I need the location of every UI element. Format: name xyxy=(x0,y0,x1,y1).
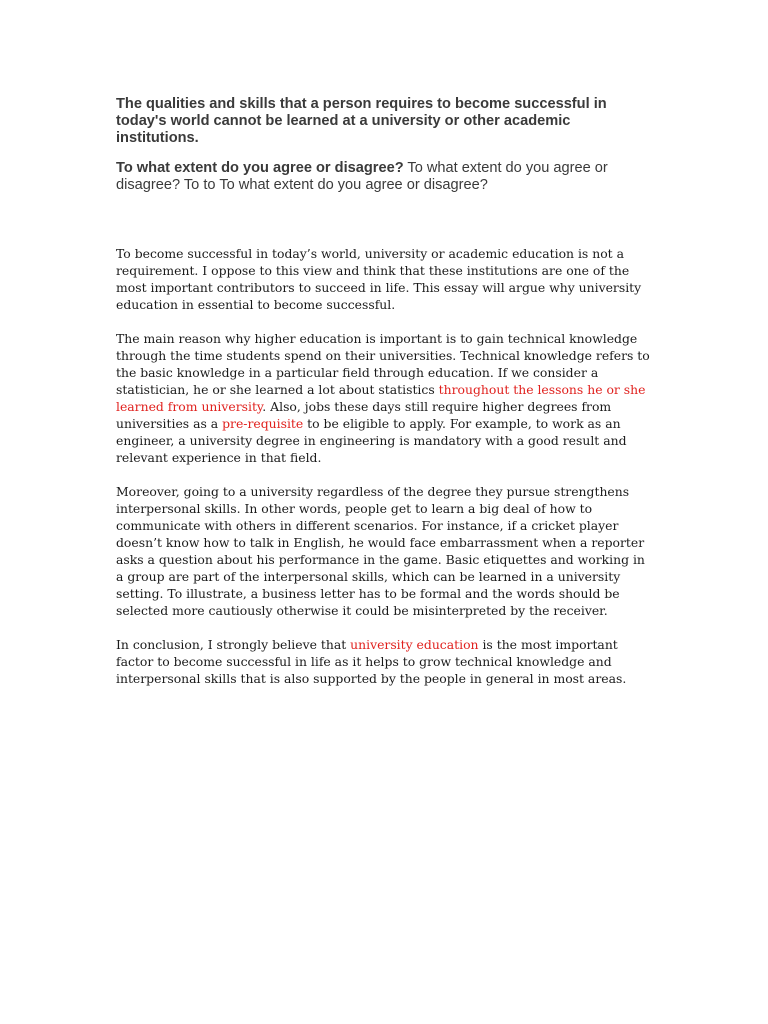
text-segment: to be eligible to apply. For example, to work as an engineer, a university degree in engineering is mandatory with a good result and relevant experience in that field. xyxy=(116,416,627,465)
essay-page xyxy=(116,96,656,704)
essay-paragraph-interpersonal-skills: Moreover, going to a university regardless of the degree they pursue strengthens interpersonal skills. In other words, people get to learn a big deal of how to communicate with others in different scenarios. For instance, if a cricket player doesn’t know how to talk in English, he would face embarrassment when a reporter asks a question about his performance in the game. Basic etiquettes and working in a group are part of the interpersonal skills, which can be learned in a university setting. To illustrate, a business letter has to be formal and the words should be selected more cautiously otherwise it could be misinterpreted by the receiver. xyxy=(116,484,645,618)
prompt-question-bold: To what extent do you agree or disagree? xyxy=(116,160,404,176)
essay-paragraph-technical-knowledge xyxy=(116,330,656,466)
essay-paragraph-conclusion xyxy=(116,636,656,687)
prompt-question xyxy=(116,160,656,194)
prompt-title: The qualities and skills that a person requires to become successful in today's world cannot be learned at a university or other academic institutions. xyxy=(116,96,607,146)
highlighted-phrase: pre-requisite xyxy=(222,416,304,431)
text-segment: is the most important factor to become successful in life as it helps to grow technical knowledge and interpersonal skills that is also supported by the people in general in most areas. xyxy=(116,637,627,686)
essay-body xyxy=(116,245,656,687)
essay-paragraph-intro: To become successful in today’s world, university or academic education is not a requirement. I oppose to this view and think that these institutions are one of the most important contributors to succeed in life. This essay will argue why university education in essential to become successful. xyxy=(116,246,642,312)
text-segment: The main reason why higher education is important is to gain technical knowledge through the time students spend on their universities. Technical knowledge refers to the basic knowledge in a particular field through education. If we consider a statistician, he or she learned a lot about statistics xyxy=(116,331,650,397)
prompt-question-rest: To what extent do you agree or disagree? To to To what extent do you agree or disagree? xyxy=(116,160,608,193)
text-segment: In conclusion, I strongly believe that xyxy=(116,637,351,652)
highlighted-phrase: university education xyxy=(350,637,479,652)
text-segment: . Also, jobs these days still require higher degrees from universities as a xyxy=(116,399,612,431)
highlighted-phrase: throughout the lessons he or she learned from university xyxy=(116,382,646,414)
